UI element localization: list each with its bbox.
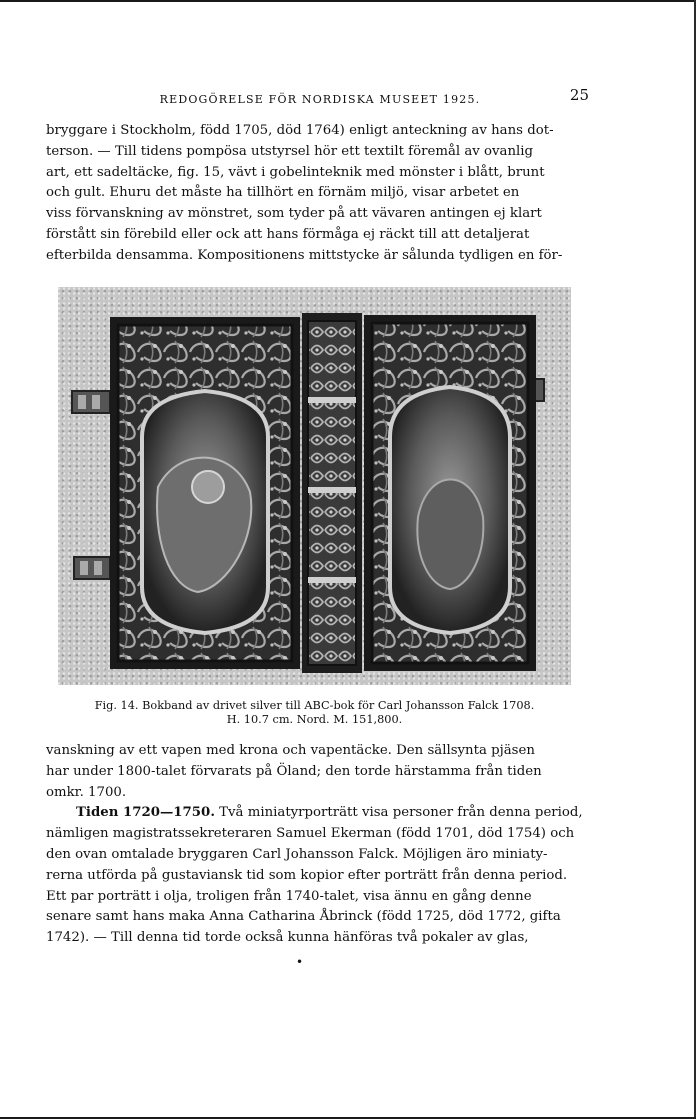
stray-mark: • — [296, 955, 304, 969]
section-heading-run-in: Tiden 1720—1750. — [76, 805, 215, 821]
clasp-lower-icon — [74, 557, 110, 579]
caption-line: Fig. 14. Bokband av drivet silver till ABC-bok för Carl Johansson Falck 1708. — [94, 699, 535, 712]
clasp-upper-icon — [72, 391, 110, 413]
text-line: vanskning av ett vapen med krona och vapentäcke. Den sällsynta pjäsen — [46, 743, 535, 758]
text-line: efterbilda densamma. Kompositionens mittstycke är sålunda tydligen en för- — [46, 247, 563, 263]
running-head: REDOGÖRELSE FÖR NORDISKA MUSEET 1925. — [159, 93, 481, 106]
text-line: viss förvanskning av mönstret, som tyder på att vävaren antingen ej klart — [46, 206, 542, 222]
book-binding-photograph — [58, 287, 571, 685]
binding-illustration — [58, 287, 571, 685]
paragraph-1 — [46, 121, 584, 267]
text-line: 1742). — Till denna tid torde också kunna hänföras två pokaler av glas, — [46, 930, 529, 946]
paragraph-2 — [46, 741, 584, 949]
text-line: Ett par porträtt i olja, troligen från 1740-talet, visa ännu en gång denne — [46, 888, 532, 904]
section-first-line — [46, 803, 584, 824]
page-number: 25 — [569, 86, 589, 104]
front-cover — [110, 317, 300, 669]
back-cover — [364, 315, 536, 671]
text-line: och gult. Ehuru det måste ha tillhört en förnäm miljö, visar arbetet en — [46, 185, 520, 201]
page-edge-top — [0, 0, 696, 2]
text-line: nämligen magistratssekreteraren Samuel Ekerman (född 1701, död 1754) och — [46, 826, 575, 842]
text-line: senare samt hans maka Anna Catharina Åbrinck (född 1725, död 1772, gifta — [46, 909, 561, 925]
text-line: har under 1800-talet förvarats på Öland; den torde härstamma från tiden — [46, 763, 542, 779]
text-line-rest: Två miniatyrporträtt visa personer från denna period, — [214, 805, 583, 821]
spine — [302, 313, 362, 673]
text-line: terson. — Till tidens pompösa utstyrsel hör ett textilt föremål av ovanlig — [46, 143, 534, 159]
text-line: förstått sin förebild eller ock att hans förmåga ej räckt till att detaljerat — [46, 226, 530, 242]
figure-caption — [58, 699, 571, 727]
text-line: bryggare i Stockholm, född 1705, död 1764) enligt anteckning av hans dot- — [46, 123, 554, 138]
caption-line: H. 10.7 cm. Nord. M. 151,800. — [226, 713, 403, 726]
text-line: rerna utförda på gustaviansk tid som kopior efter porträtt från denna period. — [46, 867, 568, 883]
text-line: omkr. 1700. — [46, 784, 127, 800]
text-line: art, ett sadeltäcke, fig. 15, vävt i gobelinteknik med mönster i blått, brunt — [46, 164, 545, 180]
text-line: den ovan omtalade bryggaren Carl Johansson Falck. Möjligen äro miniaty- — [46, 846, 548, 862]
